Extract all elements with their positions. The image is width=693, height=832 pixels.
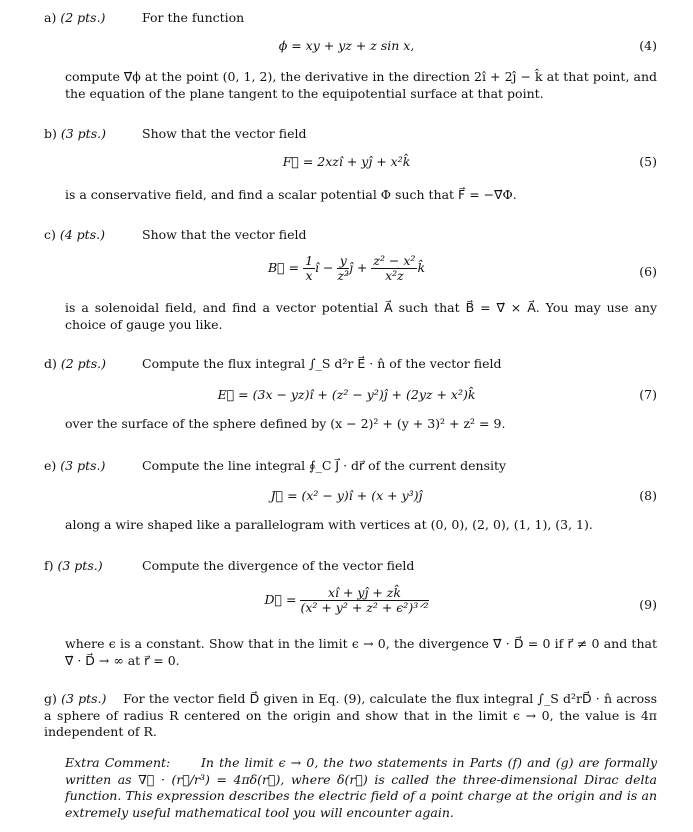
part-b-label: b) (3 pts.): [44, 126, 106, 141]
equation-6: B⃗ = $\frac{1}{x}$ î − $\frac{y}{\text{z²}}$ ĵ + $\frac{\text{z² − x²}}{\text{x²z}}$ k̂: [267, 253, 426, 283]
fraction: $\frac{xî + yĵ + zk̂}{\text{(x² + y² + z² + ϵ²)³ᐟ²}}$: [300, 585, 429, 615]
part-a-text: compute ∇⃗ϕ at the point (0, 1, 2), the derivative in the direction 2î + 2ĵ − k̂ at that point, and the equation of the plane tangent to the equipotential surface at that point.: [65, 69, 657, 101]
part-d-label: d) (2 pts.): [44, 356, 106, 371]
part-a-intro: For the function: [142, 10, 245, 25]
part-c-label: c) (4 pts.): [44, 227, 105, 242]
part-a-label: a) (2 pts.): [44, 10, 106, 25]
equation-8: J⃗ = (x² − y)î + (x + y³)ĵ: [270, 488, 423, 503]
part-d-text: over the surface of the sphere defined by (x − 2)² + (y + 3)² + z² = 9.: [65, 416, 506, 431]
part-c-text: is a solenoidal field, and find a vector potential A⃗ such that B⃗ = ∇⃗ × A⃗. You may use any choice of gauge you like.: [65, 300, 657, 332]
equation-number-5: (5): [639, 154, 657, 169]
part-g-text: For the vector field D⃗ given in Eq. (9), calculate the flux integral ∫_S d²rD⃗ · n̂ across a sphere of radius R centered on the origin and show that in the limit ϵ → 0, the value is 4π independent of R.: [44, 691, 657, 739]
fraction: $\frac{\text{z² − x²}}{\text{x²z}}$: [373, 253, 416, 283]
equation-4: ϕ = xy + yz + z sin x,: [278, 38, 415, 53]
part-b-text: is a conservative field, and find a scalar potential Φ such that F⃗ = −∇⃗Φ.: [65, 187, 517, 202]
equation-7: E⃗ = (3x − yz)î + (z² − y²)ĵ + (2yz + x²)k̂: [217, 387, 476, 402]
fraction: $\frac{1}{x}$: [305, 253, 314, 283]
extra-comment-heading: Extra Comment:: [65, 755, 171, 770]
equation-5: F⃗ = 2xzî + yĵ + x²k̂: [282, 154, 411, 169]
part-d-intro: Compute the flux integral ∫_S d²r E⃗ · n̂ of the vector field: [142, 356, 502, 371]
part-g: [44, 691, 657, 741]
equation-number-4: (4): [639, 38, 657, 53]
part-b-intro: Show that the vector field: [142, 126, 307, 141]
equation-9: D⃗ = $\frac{xî + yĵ + zk̂}{\text{(x² + y² + z² + ϵ²)³ᐟ²}}$: [264, 585, 429, 615]
extra-comment: [65, 755, 657, 821]
extra-comment-text: In the limit ϵ → 0, the two statements in Parts (f) and (g) are formally written as ∇⃗ · (r⃗/r³) = 4πδ(r⃗), where δ(r⃗) is called the three-dimensional Dirac delta function. This expression describes the electric field of a point charge at the origin and is an extremely useful mathematical tool you will encounter again.: [65, 755, 658, 820]
part-e-text: along a wire shaped like a parallelogram with vertices at (0, 0), (2, 0), (1, 1), (3, 1).: [65, 517, 593, 532]
fraction: $\frac{y}{\text{z²}}$: [337, 253, 350, 283]
equation-number-9: (9): [639, 597, 657, 612]
part-f-text: where ϵ is a constant. Show that in the limit ϵ → 0, the divergence ∇⃗ · D⃗ = 0 if r⃗ ≠ 0 and that ∇⃗ · D⃗ → ∞ at r⃗ = 0.: [65, 636, 657, 668]
part-e-intro: Compute the line integral ∮_C J⃗ · dr⃗ of the current density: [142, 458, 507, 473]
part-f-label: f) (3 pts.): [44, 558, 103, 573]
part-e-label: e) (3 pts.): [44, 458, 106, 473]
part-c-intro: Show that the vector field: [142, 227, 307, 242]
part-f-intro: Compute the divergence of the vector field: [142, 558, 415, 573]
part-g-points: (3 pts.): [61, 691, 107, 706]
equation-number-8: (8): [639, 488, 657, 503]
equation-number-7: (7): [639, 387, 657, 402]
part-g-label: g): [44, 691, 57, 706]
equation-number-6: (6): [639, 264, 657, 279]
